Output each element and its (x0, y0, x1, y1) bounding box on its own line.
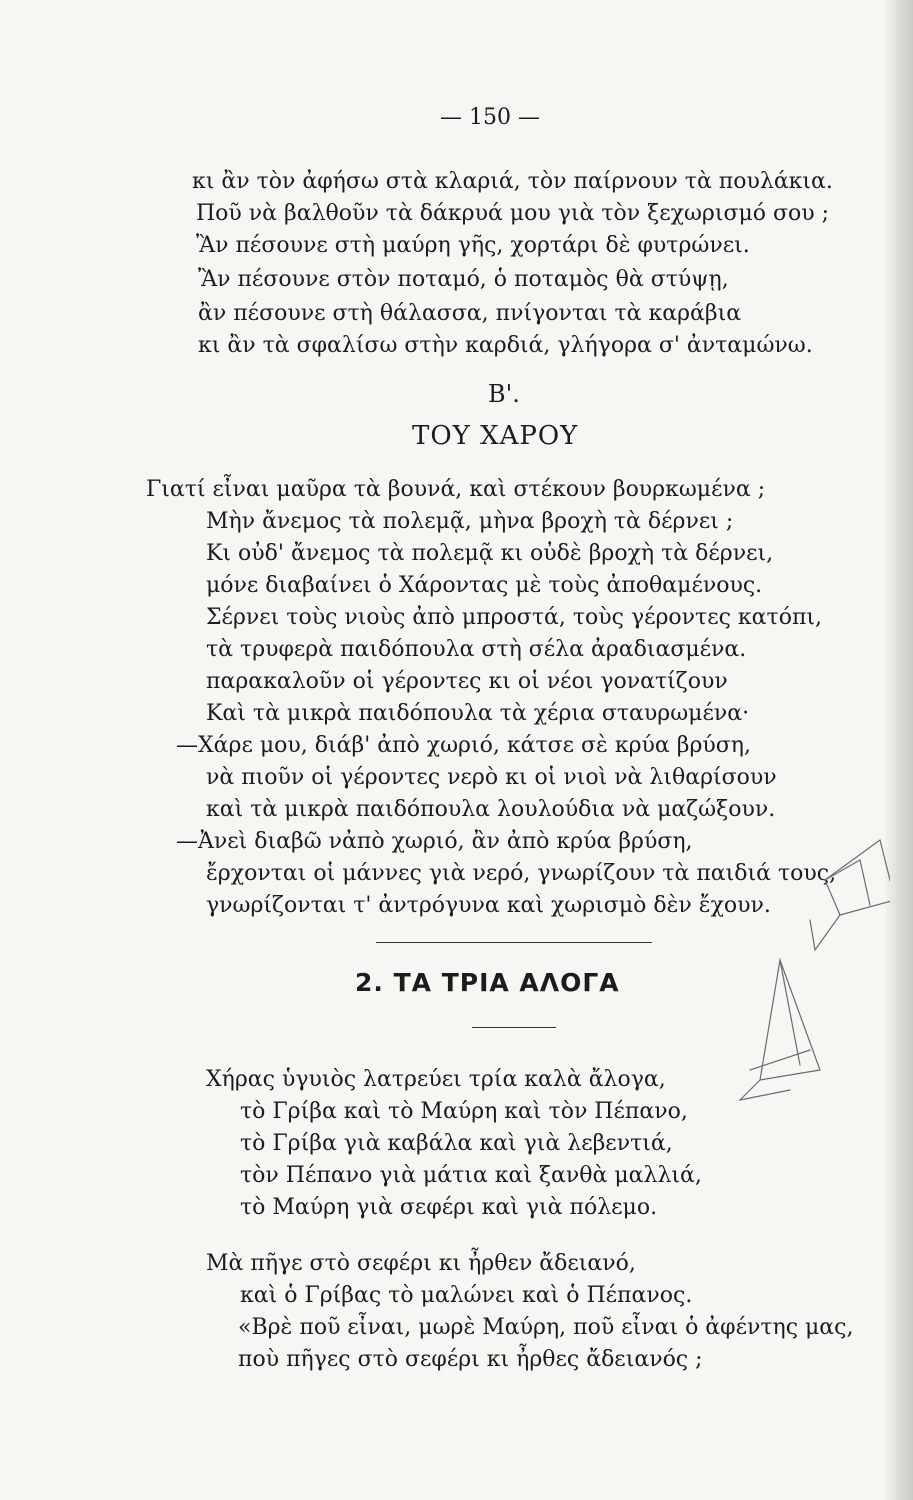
poem-line: τὸ Γρίβα καὶ τὸ Μαύρη καὶ τὸν Πέπανο, (240, 1099, 688, 1124)
poem-line: Κι οὐδ' ἄνεμος τὰ πολεμᾷ κι οὐδὲ βροχὴ τὰ δέρνει, (206, 541, 774, 566)
poem-line: κι ἂν τὰ σφαλίσω στὴν καρδιά, γλήγορα σ' ἀνταμώνω. (198, 333, 813, 358)
poem-line: Χήρας ὑγυιὸς λατρεύει τρία καλὰ ἄλογα, (206, 1067, 666, 1092)
poem-line: τὰ τρυφερὰ παιδόπουλα στὴ σέλα ἀραδιασμένα. (206, 637, 747, 662)
section-label: Β'. (488, 380, 520, 408)
poem-line: κι ἂν τὸν ἀφήσω στὰ κλαριά, τὸν παίρνουν τὰ πουλάκια. (192, 169, 833, 194)
poem-line: —Χάρε μου, διάβ' ἀπὸ χωριό, κάτσε σὲ κρύα βρύση, (176, 733, 751, 758)
poem-line: τὸ Γρίβα γιὰ καβάλα καὶ γιὰ λεβεντιά, (240, 1131, 673, 1156)
poem-line: μόνε διαβαίνει ὁ Χάροντας μὲ τοὺς ἀποθαμένους. (206, 573, 763, 598)
poem-line: Ποῦ νὰ βαλθοῦν τὰ δάκρυά μου γιὰ τὸν ξεχωρισμό σου ; (196, 201, 830, 226)
pencil-sketch-icon (720, 820, 890, 1120)
chapter-title: 2. ΤΑ ΤΡΙΑ ΑΛΟΓΑ (355, 968, 620, 997)
poem-line: Γιατί εἶναι μαῦρα τὰ βουνά, καὶ στέκουν βουρκωμένα ; (146, 477, 766, 502)
poem-line: Μὴν ἄνεμος τὰ πολεμᾷ, μὴνα βροχὴ τὰ δέρνει ; (206, 509, 734, 534)
poem-line: ποὺ πῆγες στὸ σεφέρι κι ἦρθες ἄδειανός ; (238, 1347, 703, 1372)
poem-line: ἂν πέσουνε στὴ θάλασσα, πνίγονται τὰ καράβια (198, 301, 742, 326)
poem-line: ἔρχονται οἱ μάννες γιὰ νερό, γνωρίζουν τὰ παιδιά τους, (206, 861, 837, 886)
page-number: — 150 — (440, 105, 540, 130)
poem-line: —Ἀνεὶ διαβῶ νἀπὸ χωριό, ἂν ἀπὸ κρύα βρύση, (176, 829, 693, 854)
poem-line: Σέρνει τοὺς νιοὺς ἀπὸ μπροστά, τοὺς γέροντες κατόπι, (206, 605, 823, 630)
poem-line: Ἂν πέσουνε στὴ μαύρη γῆς, χορτάρι δὲ φυτρώνει. (196, 233, 750, 258)
poem-line: «Βρὲ ποῦ εἶναι, μωρὲ Μαύρη, ποῦ εἶναι ὁ ἀφέντης μας, (238, 1315, 854, 1340)
poem-line: καὶ τὰ μικρὰ παιδόπουλα λουλούδια νὰ μαζώξουν. (206, 797, 776, 822)
section-divider (376, 942, 652, 943)
poem-line: τὸν Πέπανο γιὰ μάτια καὶ ξανθὰ μαλλιά, (240, 1163, 702, 1188)
poem-line: Μὰ πῆγε στὸ σεφέρι κι ἦρθεν ἄδειανό, (206, 1251, 636, 1276)
poem-line: καὶ ὁ Γρίβας τὸ μαλώνει καὶ ὁ Πέπανος. (240, 1283, 693, 1308)
poem-line: γνωρίζονται τ' ἀντρόγυνα καὶ χωρισμὸ δὲν ἔχουν. (206, 893, 771, 918)
poem-line: Ἂν πέσουνε στὸν ποταμό, ὁ ποταμὸς θὰ στύψῃ, (198, 267, 729, 292)
section-title: ΤΟΥ ΧΑΡΟΥ (412, 421, 579, 451)
page-edge-shadow (885, 0, 913, 1500)
poem-line: Καὶ τὰ μικρὰ παιδόπουλα τὰ χέρια σταυρωμένα· (206, 701, 750, 726)
title-underline (472, 1027, 556, 1028)
poem-line: παρακαλοῦν οἱ γέροντες κι οἱ νέοι γονατίζουν (206, 669, 728, 694)
poem-line: τὸ Μαύρη γιὰ σεφέρι καὶ γιὰ πόλεμο. (240, 1195, 658, 1220)
poem-line: νὰ πιοῦν οἱ γέροντες νερὸ κι οἱ νιοὶ νὰ λιθαρίσουν (206, 765, 777, 790)
